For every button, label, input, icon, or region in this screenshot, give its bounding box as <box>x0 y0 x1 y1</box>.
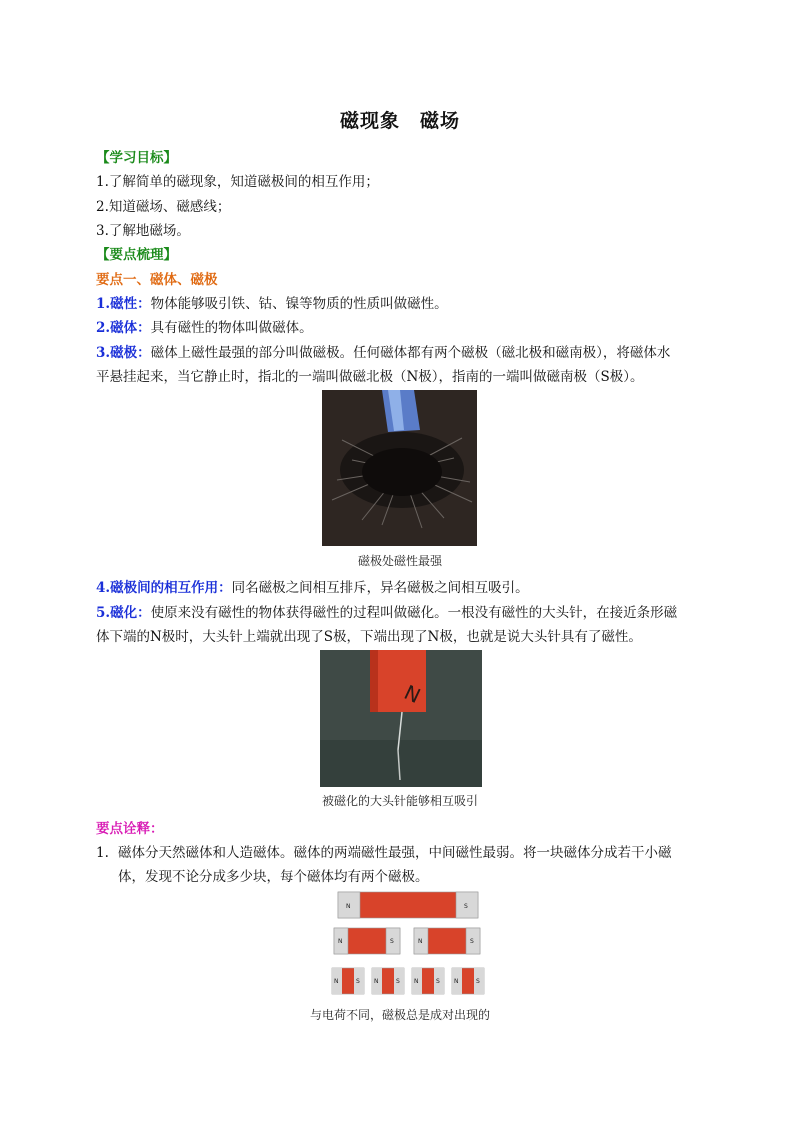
needle-n-letter: N <box>400 680 425 709</box>
photo1-caption: 磁极处磁性最强 <box>357 554 442 568</box>
magnetization-text-2: 体下端的N极时，大头针上端就出现了S极，下端出现了N极，也就是说大头针具有了磁性。 <box>96 629 642 645</box>
note1-number: 1. <box>96 845 109 861</box>
pole-label: 3.磁极： <box>96 345 151 361</box>
row3d-s: S <box>476 978 480 985</box>
summary-header: 【要点梳理】 <box>96 247 177 263</box>
split-magnets-illustration <box>330 888 486 1008</box>
interaction-label: 4.磁极间的相互作用： <box>96 580 232 596</box>
photo3-caption: 与电荷不同，磁极总是成对出现的 <box>309 1008 490 1022</box>
row3b-n: N <box>374 978 379 985</box>
pole-text-2: 平悬挂起来，当它静止时，指北的一端叫做磁北极（N极），指南的一端叫做磁南极（S极）。 <box>96 369 644 385</box>
item-interaction <box>96 576 716 600</box>
goals-header: 【学习目标】 <box>96 150 177 166</box>
magnet-text: 具有磁性的物体叫做磁体。 <box>150 320 313 336</box>
magnetized-pins-illustration <box>320 650 482 787</box>
iron-filings-photo <box>322 390 477 546</box>
point1-header: 要点一、磁体、磁极 <box>96 272 218 288</box>
row1-s: S <box>464 903 468 910</box>
notes-header: 要点诠释： <box>96 821 164 837</box>
page-title: 磁现象 磁场 <box>339 110 460 132</box>
photo2-caption: 被磁化的大头针能够相互吸引 <box>321 794 478 808</box>
row3a-n: N <box>334 978 339 985</box>
item-magnetism <box>96 292 716 316</box>
magnetism-text: 物体能够吸引铁、钴、镍等物质的性质叫做磁性。 <box>150 296 448 312</box>
row2b-n: N <box>418 938 423 945</box>
item-magnetization <box>96 601 716 625</box>
row2a-s: S <box>390 938 394 945</box>
magnet-label: 2.磁体： <box>96 320 151 336</box>
row1-n: N <box>346 903 351 910</box>
row2a-n: N <box>338 938 343 945</box>
item-pole <box>96 341 716 365</box>
magnetized-pins-photo <box>320 650 482 787</box>
goal-item-1: 1.了解简单的磁现象，知道磁极间的相互作用； <box>96 174 379 190</box>
note1-text-1: 磁体分天然磁体和人造磁体。磁体的两端磁性最强，中间磁性最弱。将一块磁体分成若干小磁 <box>118 845 672 861</box>
magnetization-label: 5.磁化： <box>96 605 151 621</box>
interaction-text: 同名磁极之间相互排斥，异名磁极之间相互吸引。 <box>231 580 529 596</box>
note1-text-2: 体，发现不论分成多少块，每个磁体均有两个磁极。 <box>118 869 429 885</box>
item-magnet <box>96 316 716 340</box>
iron-filings-illustration <box>322 390 477 546</box>
split-magnets-figure <box>330 888 486 1008</box>
pole-text-1: 磁体上磁性最强的部分叫做磁极。任何磁体都有两个磁极（磁北极和磁南极），将磁体水 <box>150 345 671 361</box>
row3c-n: N <box>414 978 419 985</box>
magnetism-label: 1.磁性： <box>96 296 151 312</box>
magnetization-text-1: 使原来没有磁性的物体获得磁性的过程叫做磁化。一根没有磁性的大头针，在接近条形磁 <box>150 605 678 621</box>
goal-item-3: 3.了解地磁场。 <box>96 223 190 239</box>
row3c-s: S <box>436 978 440 985</box>
goal-item-2: 2.知道磁场、磁感线； <box>96 199 231 215</box>
row3b-s: S <box>396 978 400 985</box>
row3a-s: S <box>356 978 360 985</box>
row3d-n: N <box>454 978 459 985</box>
row2b-s: S <box>470 938 474 945</box>
